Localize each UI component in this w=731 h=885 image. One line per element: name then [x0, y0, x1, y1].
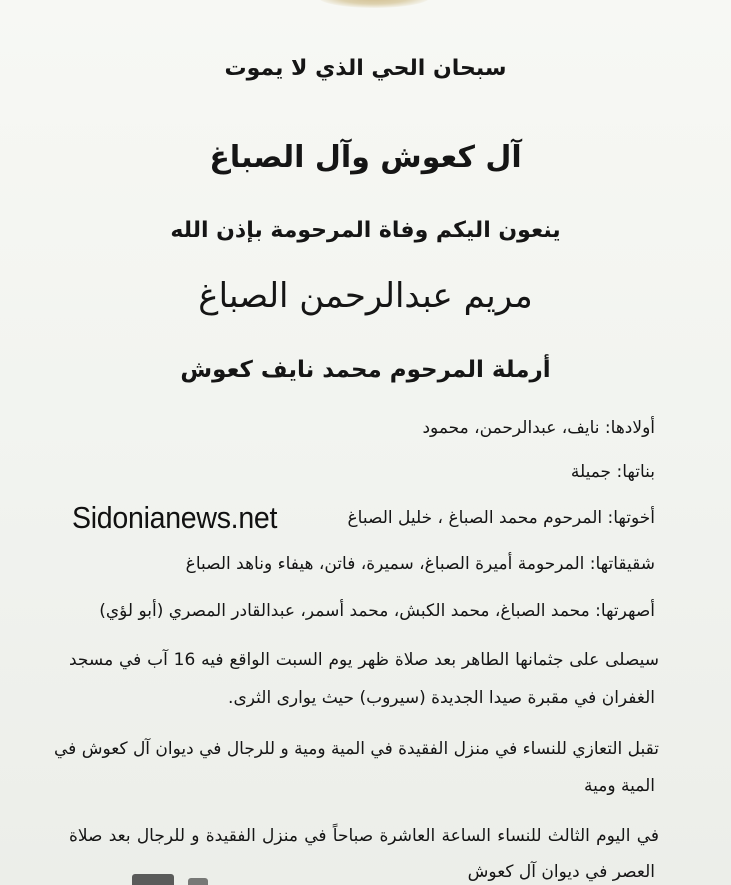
bottom-ink-mark: [132, 874, 174, 885]
condolences-line-continued: المية ومية: [584, 776, 655, 796]
families-title: آل كعوش وآل الصباغ: [209, 140, 522, 175]
sisters-line: شقيقاتها: المرحومة أميرة الصباغ، سميرة، فاتن، هيفاء وناهد الصباغ: [185, 554, 655, 574]
bottom-ink-mark: [188, 878, 208, 885]
sons-line: أولادها: نايف، عبدالرحمن، محمود: [422, 418, 655, 438]
announcement-line: ينعون اليكم وفاة المرحومة بإذن الله: [170, 218, 561, 243]
funeral-line: سيصلى على جثمانها الطاهر بعد صلاة ظهر يوم السبت الواقع فيه 16 آب في مسجد: [69, 650, 659, 670]
funeral-line-continued: الغفران في مقبرة صيدا الجديدة (سيروب) حيث يوارى الثرى.: [228, 688, 655, 708]
widow-of-line: أرملة المرحوم محمد نايف كعوش: [180, 357, 551, 383]
siblings-line: أخوتها: المرحوم محمد الصباغ ، خليل الصباغ: [347, 508, 655, 528]
notice-header: سبحان الحي الذي لا يموت: [224, 56, 507, 81]
third-day-line: في اليوم الثالث للنساء الساعة العاشرة صباحاً في منزل الفقيدة و للرجال بعد صلاة: [69, 826, 659, 846]
daughters-line: بناتها: جميلة: [570, 462, 655, 482]
in-laws-line: أصهرتها: محمد الصباغ، محمد الكبش، محمد أسمر، عبدالقادر المصري (أبو لؤي): [99, 601, 655, 621]
deceased-name: مريم عبدالرحمن الصباغ: [198, 276, 533, 316]
third-day-line-continued: العصر في ديوان آل كعوش: [467, 862, 655, 882]
top-decoration: [318, 0, 430, 8]
condolences-line: تقبل التعازي للنساء في منزل الفقيدة في المية ومية و للرجال في ديوان آل كعوش في: [54, 739, 659, 759]
website-watermark: Sidonianews.net: [72, 500, 278, 535]
